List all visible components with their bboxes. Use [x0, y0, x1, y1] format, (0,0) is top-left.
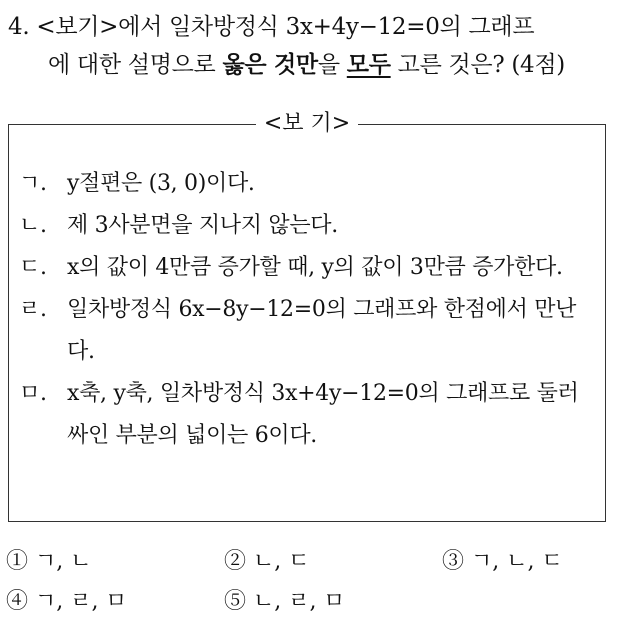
question-stem — [8, 8, 614, 84]
choice-1[interactable]: ① ㄱ, ㄴ — [6, 549, 92, 574]
question-text-part: 에 대한 설명으로 — [48, 52, 223, 78]
question-number: 4. — [8, 14, 30, 40]
bogi-item-mark: ㄷ. — [19, 255, 47, 280]
bogi-item-text: x축, y축, 일차방정식 3x+4y−12=0의 그래프로 둘러싸인 부분의 넓이는 6이다. — [67, 381, 579, 448]
choice-row — [6, 542, 612, 582]
bogi-item — [19, 205, 599, 247]
choice-2[interactable]: ② ㄴ, ㄷ — [224, 549, 310, 574]
bogi-item-mark: ㄹ. — [19, 297, 47, 322]
emphasis-all: 모두 — [346, 51, 391, 78]
bogi-item-mark: ㄴ. — [19, 213, 47, 238]
bogi-box — [8, 111, 606, 522]
bogi-item — [19, 289, 599, 373]
bogi-item-mark: ㄱ. — [19, 171, 47, 196]
bogi-items — [19, 163, 599, 457]
equation: 3x+4y−12=0 — [285, 14, 440, 40]
choice-row — [6, 582, 612, 622]
bogi-item — [19, 247, 599, 289]
emphasis-correct-only: 옳은 것만 — [222, 51, 318, 78]
question-text-part: 고른 것은? (4점) — [390, 52, 565, 78]
bogi-item-text: 제 3사분면을 지나지 않는다. — [67, 213, 338, 238]
bogi-item-text: 일차방정식 6x−8y−12=0의 그래프와 한점에서 만난다. — [67, 297, 577, 364]
choice-3[interactable]: ③ ㄱ, ㄴ, ㄷ — [442, 549, 563, 574]
bogi-item-text: x의 값이 4만큼 증가할 때, y의 값이 3만큼 증가한다. — [67, 255, 563, 280]
bogi-item-mark: ㅁ. — [19, 381, 47, 406]
question-line-2 — [8, 46, 614, 84]
choice-5[interactable]: ⑤ ㄴ, ㄹ, ㅁ — [224, 589, 345, 614]
bogi-title — [9, 109, 605, 139]
bogi-item — [19, 163, 599, 205]
question-text-part: 을 — [317, 52, 347, 78]
bogi-item — [19, 373, 599, 457]
choice-4[interactable]: ④ ㄱ, ㄹ, ㅁ — [6, 589, 127, 614]
question-text-part: 의 그래프 — [439, 14, 535, 40]
answer-choices — [6, 542, 612, 622]
bogi-title-text: <보 기> — [256, 111, 358, 136]
bogi-item-text: y절편은 (3, 0)이다. — [67, 171, 255, 196]
question-text-part: <보기>에서 일차방정식 — [36, 14, 286, 40]
question-line-1 — [8, 8, 614, 46]
